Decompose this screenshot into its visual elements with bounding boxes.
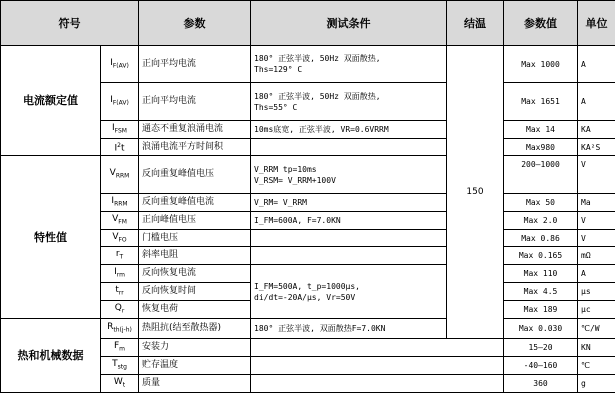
test-condition: I_FM=500A, t_p=1000μs, di/dt=-20A/μs, Vr=50V [251, 265, 447, 319]
test-condition: V_RRM tp=10ms V_RSM= V_RRM+100V [251, 156, 447, 194]
symbol-cell: $V_{RRM}$ [101, 156, 139, 194]
param-unit: A [578, 265, 615, 283]
param-name: 正向平均电流 [139, 83, 251, 121]
test-condition: 180° 正弦半波, 50Hz 双面散热, Ths=55° C [251, 83, 447, 121]
param-name: 恢复电荷 [139, 301, 251, 319]
param-unit: ℃ [578, 357, 615, 375]
param-unit: Ma [578, 194, 615, 212]
param-unit: g [578, 375, 615, 393]
param-value: Max 50 [504, 194, 578, 212]
param-name: 热阻抗(结至散热器) [139, 319, 251, 339]
param-value: Max 14 [504, 121, 578, 139]
param-unit: V [578, 212, 615, 230]
param-value: 200–1000 [504, 156, 578, 194]
param-unit: ℃/W [578, 319, 615, 339]
param-name: 浪涌电流平方时间积 [139, 139, 251, 156]
test-condition [251, 139, 447, 156]
symbol-cell: $V_{FO}$ [101, 230, 139, 247]
param-name: 安装力 [139, 339, 251, 357]
param-value: Max 110 [504, 265, 578, 283]
param-value: Max 0.030 [504, 319, 578, 339]
test-condition: I_FM=600A, F=7.0KN [251, 212, 447, 230]
param-name: 正向平均电流 [139, 46, 251, 83]
param-name: 通态不重复浪涌电流 [139, 121, 251, 139]
param-name: 贮存温度 [139, 357, 251, 375]
junction-temp: 150 [447, 46, 504, 339]
param-unit: V [578, 156, 615, 194]
symbol-cell: $Q_r$ [101, 301, 139, 319]
test-condition [251, 375, 504, 393]
header-param: 参数 [139, 1, 251, 46]
table-row [1, 156, 615, 194]
param-name: 反向恢复时间 [139, 283, 251, 301]
header-row [1, 1, 615, 46]
param-unit: μs [578, 283, 615, 301]
param-value: Max 189 [504, 301, 578, 319]
param-unit: V [578, 230, 615, 247]
group-thermal-mechanical: 热和机械数据 [1, 319, 101, 393]
symbol-cell: $I_{F(AV)}$ [101, 83, 139, 121]
symbol-cell: $T_{stg}$ [101, 357, 139, 375]
symbol-cell: $I_{F(AV)}$ [101, 46, 139, 83]
symbol-cell: $t_{rr}$ [101, 283, 139, 301]
group-current-ratings: 电流额定值 [1, 46, 101, 156]
param-value: Max 1000 [504, 46, 578, 83]
test-condition [251, 339, 504, 357]
symbol-cell: $I_{FSM}$ [101, 121, 139, 139]
symbol-cell: $I_{RRM}$ [101, 194, 139, 212]
symbol-cell: $R_{th(j-h)}$ [101, 319, 139, 339]
test-condition: 10ms底宽, 正弦半波, VR=0.6VRRM [251, 121, 447, 139]
test-condition: 180° 正弦半波, 50Hz 双面散热, Ths=129° C [251, 46, 447, 83]
symbol-cell: $r_T$ [101, 247, 139, 265]
param-value: 360 [504, 375, 578, 393]
param-unit: mΩ [578, 247, 615, 265]
param-unit: KA [578, 121, 615, 139]
group-characteristics: 特性值 [1, 156, 101, 319]
header-value: 参数值 [504, 1, 578, 46]
symbol-cell: $I_{rm}$ [101, 265, 139, 283]
param-name: 质量 [139, 375, 251, 393]
param-name: 反向重复峰值电流 [139, 194, 251, 212]
param-value: Max 4.5 [504, 283, 578, 301]
param-value: Max 2.0 [504, 212, 578, 230]
param-value: 15–20 [504, 339, 578, 357]
param-value: -40–160 [504, 357, 578, 375]
param-unit: A [578, 46, 615, 83]
header-symbol: 符号 [1, 1, 139, 46]
test-condition [251, 357, 504, 375]
test-condition: V_RM= V_RRM [251, 194, 447, 212]
test-condition [251, 230, 447, 247]
symbol-cell: $I^2t$ [101, 139, 139, 156]
table-row [1, 319, 615, 339]
param-unit: A [578, 83, 615, 121]
symbol-cell: $V_{FM}$ [101, 212, 139, 230]
test-condition [251, 247, 447, 265]
param-name: 斜率电阻 [139, 247, 251, 265]
param-name: 正向峰值电压 [139, 212, 251, 230]
param-value: Max 1651 [504, 83, 578, 121]
param-name: 反向恢复电流 [139, 265, 251, 283]
param-value: Max 0.165 [504, 247, 578, 265]
param-value: Max980 [504, 139, 578, 156]
header-temp: 结温 [447, 1, 504, 46]
header-cond: 测试条件 [251, 1, 447, 46]
param-name: 反向重复峰值电压 [139, 156, 251, 194]
header-unit: 单位 [578, 1, 615, 46]
param-unit: KN [578, 339, 615, 357]
symbol-cell: $F_m$ [101, 339, 139, 357]
param-value: Max 0.86 [504, 230, 578, 247]
symbol-cell: $W_t$ [101, 375, 139, 393]
param-unit: KA²S [578, 139, 615, 156]
param-name: 门槛电压 [139, 230, 251, 247]
table-row [1, 46, 615, 83]
param-unit: μc [578, 301, 615, 319]
test-condition: 180° 正弦半波, 双面散热F=7.0KN [251, 319, 447, 339]
